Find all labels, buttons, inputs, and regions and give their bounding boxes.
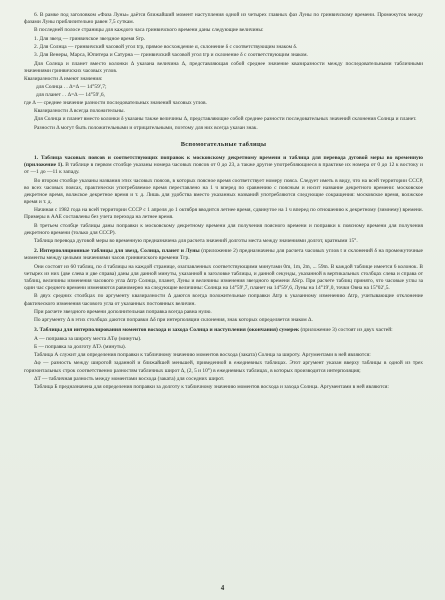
list-item-planets: 3. Для Венеры, Марса, Юпитера и Сатурна — гринвичский часовой угол tгр и склонение δ с соответствующим знаком. bbox=[34, 52, 308, 59]
section-1-p4: В третьем столбце таблицы даны поправки к московскому декретному времени для получения поясного времени и поправки к поясному времени для получения декретного времени (только для СССР). bbox=[24, 222, 423, 236]
paragraph-sign: Разности Δ могут быть положительными и отрицательными, поэтому для них всегда указан знак. bbox=[34, 124, 258, 131]
section-3-table-b: Таблица Б предназначена для определения поправки за долготу к табличному значению моментов восхода и захода Солнца. Аргументами в ней являются: bbox=[34, 384, 389, 391]
formula-block bbox=[36, 84, 423, 98]
section-2-heading-rest: (приложение 2) предназначены для расчета часовых углов t и склонений δ на промежуточные моменты между целыми значениями часов гринвичского времени Tгр. bbox=[24, 248, 423, 262]
section-1-heading: 1. Таблица часовых поясов и соответствующих поправок к московскому декретному времени и таблица для перевода дуговой меры во временную (приложение 1). bbox=[24, 154, 423, 168]
section-2-p2: Они состоят из 60 таблиц, по 4 таблицы на каждой странице, озаглавленных соответствующими минутами 0m, 1m, 2m, ... 59m. В каждой таблице имеется 6 колонок. В четырех из них (две слева и две справа) даны для данной минуты, указанной в заголовке таблицы, и данной секунды, указанной в вертикальных столбцах слева и справа от таблиц, величины изменения часового угла Δtгр Солнца, планет, Луны и величины изменения звездного времени ΔSгр. При расчете таблиц принято, что часовые углы за один час среднего времени изменяются равномерно на следующие величины: Солнца на 14°59′,7, планет на 14°59′,6, Луны на 14°19′,0, точки Овна на 15°02′,5. bbox=[24, 263, 423, 292]
section-2-heading: 2. Интерполяционные таблицы для звезд, Солнца, планет и Луны bbox=[34, 248, 200, 255]
section-1-p5: Таблица перевода дуговой меры во временную предназначена для расчета значений долготы места между значениями долгот, кратными 15°. bbox=[34, 238, 358, 245]
paragraph-quasi-values: Квазиразности Δ имеют значения: bbox=[24, 76, 103, 83]
section-1-paragraph bbox=[24, 155, 423, 177]
paragraph-where: где Δ — среднее значение разности последовательных значений часовых углов. bbox=[24, 99, 207, 106]
section-3-paragraph bbox=[24, 327, 423, 334]
paragraph-declination-diff: Для Солнца и планет вместо колонки δ указаны также величины Δ, представляющие собой среднее разности последовательных значений склонения Солнца и планет. bbox=[34, 116, 417, 123]
paragraph-last-column: В последней полосе страницы для каждого часа гринвичского времени даны следующие величины: bbox=[34, 27, 264, 34]
section-3-delta-t: ΔT — табличная разность между моментами восхода (заката) для соседних широт. bbox=[34, 375, 225, 382]
page-number: 4 bbox=[220, 584, 225, 592]
section-title: Вспомогательные таблицы bbox=[180, 140, 267, 148]
section-1-p2: Во втором столбце указаны названия этих часовых поясов, в которых поясное время соответствует номеру пояса. Следует иметь в виду, что на всей территории СССР, во всех часовых поясах, практически употребляемое время переставлено на 1 ч вперед по сравнению с поясным и носит название декретного времени: московское декретное время, волжское декретное время и т. д. Лишь для удобства вместо указанных названий употребляются следующие сокращения: московское время, волжское время и т. д. bbox=[24, 177, 423, 205]
section-3-heading: 3. Таблицы для интерполирования моментов восхода и захода Солнца и наступления (окончания) сумерек bbox=[34, 327, 300, 334]
formula-sun: для Солнца . . Δ=Δ — 14°59′,7; bbox=[36, 84, 107, 91]
paragraph-moon-phase: 6. В рамке под заголовком «Фаза Луны» даётся ближайший момент наступления одной из четырех главных фаз Луны по гринвичскому времени. Промежуток между фазами Луны приблизительно равен 7,5 суткам. bbox=[24, 12, 423, 26]
section-1-p3: Начиная с 1982 года на всей территории СССР с 1 апреля до 1 октября вводится летнее время, сдвинутое на 1 ч вперед по отношению к декретному (зимнему) времени. Примеры в ААЕ составлены без учета перехода на летнее время. bbox=[24, 207, 423, 221]
section-2-paragraph bbox=[24, 248, 423, 263]
section-3-table-a: Таблица А служит для определения поправки к табличному значению моментов восхода (заката) Солнца за широту. Аргументами в ней являются: bbox=[34, 352, 371, 359]
formula-planets: для планет . . Δ=Δ — 14°59′,6, bbox=[36, 91, 105, 98]
section-3-heading-rest: (приложение 3) состоят из двух частей: bbox=[299, 327, 393, 334]
section-2-p3: В двух средних столбцах по аргументу квазиразности Δ даются всегда положительные поправки Δtгр к указанному изменению Δtгр, учитывающие отклонение фактического изменения часового угла от указанных постоянных величин. bbox=[24, 293, 423, 307]
list-item-stars: 1. Для звезд — гринвичское звездное время Sгр. bbox=[34, 35, 145, 42]
section-3-item-b: Б — поправка за долготу ΔTλ (минуты). bbox=[34, 343, 127, 350]
section-2-p5: По аргументу Δ в этих столбцах даются поправки Δδ при интерполяции склонения, знак которых определяется знаком Δ. bbox=[34, 317, 313, 324]
section-3-item-a: А — поправка за широту места ΔTφ (минуты). bbox=[34, 335, 142, 342]
paragraph-always-positive: Квазиразности Δ всегда положительны. bbox=[34, 108, 125, 114]
section-3-delta-phi: Δφ — разность между широтой заданной и ближайшей меньшей, приведенной в ежедневных таблицах. Этот аргумент указан вверху таблицы в одной из трех горизонтальных строк соответственно разностям табличных широт Δ, (2, 5 и 10°) в ежедневных таблицах, в которых производится интерполяция; bbox=[24, 360, 423, 374]
paragraph-quasi-difference: Для Солнца и планет вместо колонки Δ указана величина Δ, представляющая собой среднее значение квазиразности между последовательными табличными значениями гринвичских часовых углов. bbox=[24, 60, 423, 74]
section-1-heading-rest: В таблице в первом столбце указаны номера часовых поясов от 0 до 23, а также другие употребляющиеся в практике их номера от 0 до 12 к востоку и от —1 до —11 к западу. bbox=[24, 162, 423, 176]
list-item-sun: 2. Для Солнца — гринвичский часовой угол tгр, прямое восхождение α, склонение δ с соответствующим знаком δ. bbox=[34, 44, 298, 51]
section-2-p4: При расчете звездного времени дополнительная поправка всегда равна нулю. bbox=[34, 308, 212, 315]
